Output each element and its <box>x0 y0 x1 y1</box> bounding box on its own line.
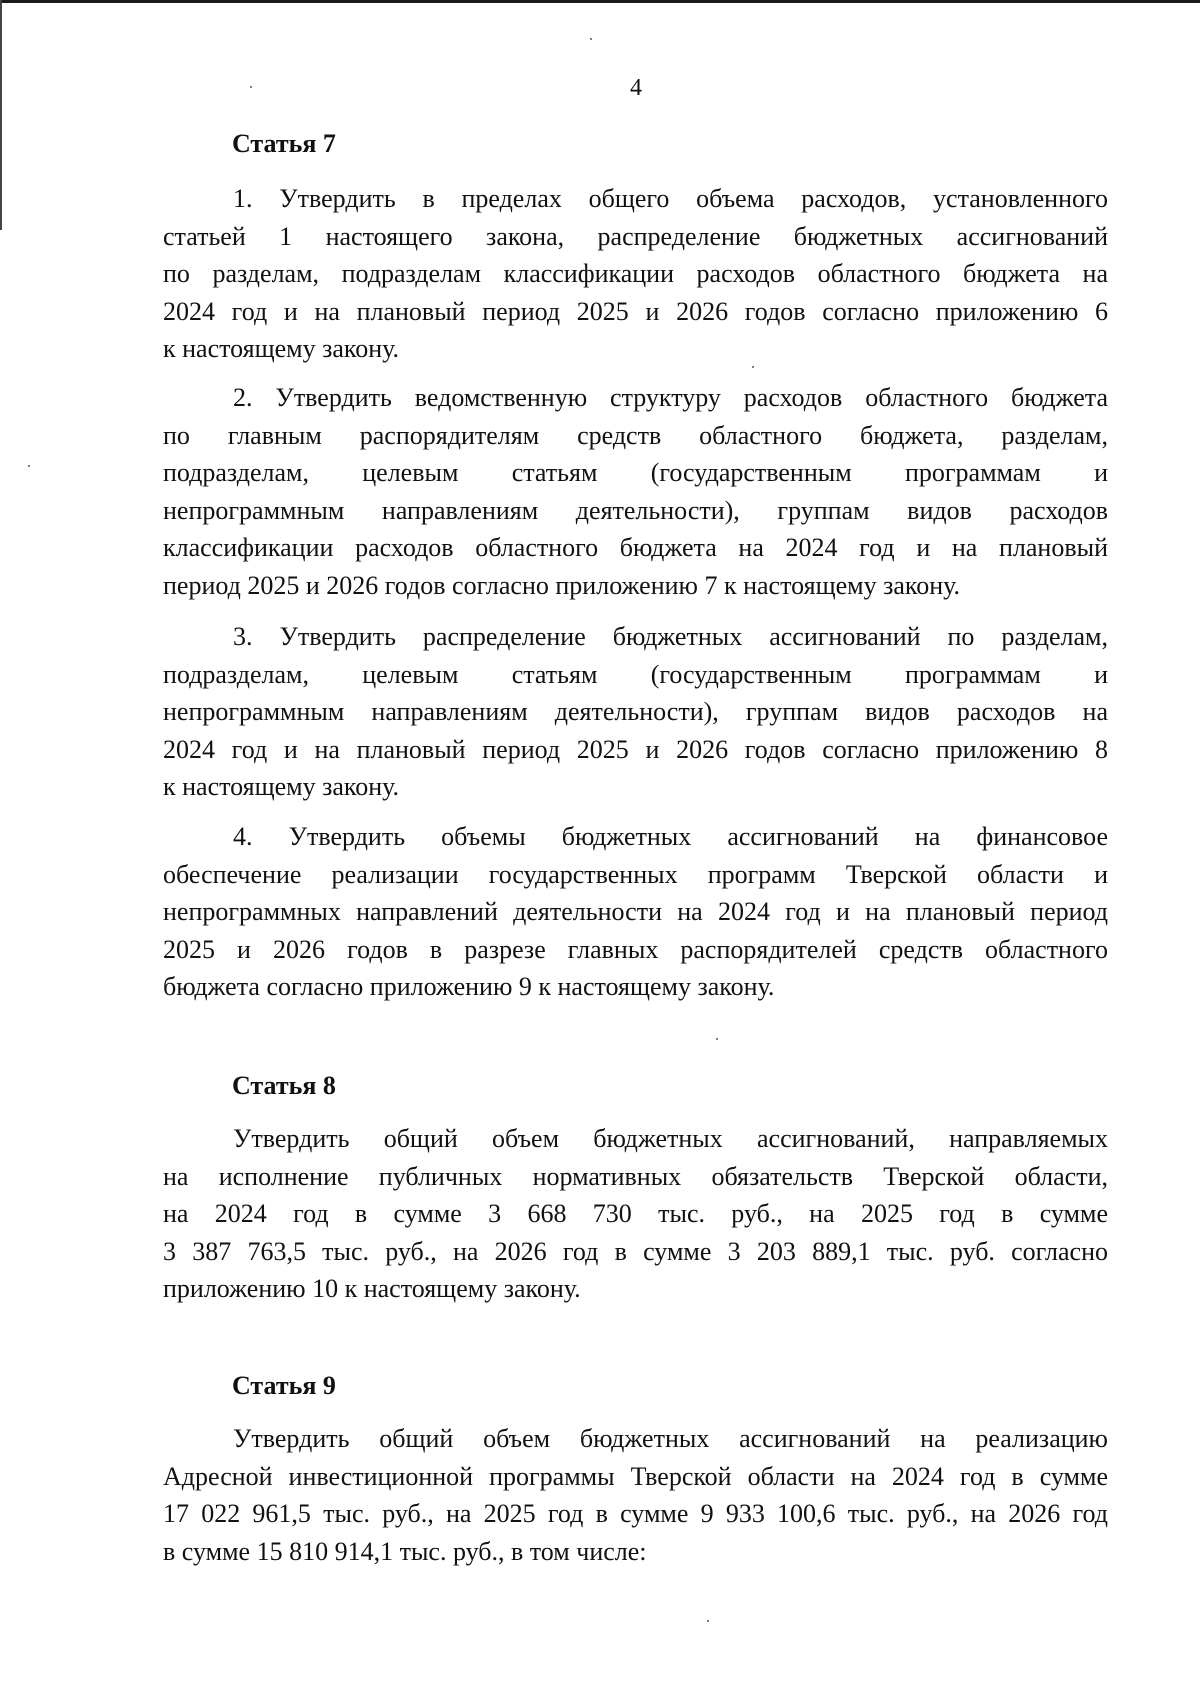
page-number: 4 <box>630 75 642 101</box>
text-line: Адресной инвестиционной программы Тверской области на 2024 год в сумме <box>163 1461 1108 1491</box>
article-8-heading: Статья 8 <box>232 1071 336 1100</box>
text-line: Утвердить общий объем бюджетных ассигнований на реализацию <box>233 1424 1108 1453</box>
text-line: на 2024 год в сумме 3 668 730 тыс. руб., на 2025 год в сумме <box>163 1199 1108 1228</box>
text-line: по главным распорядителям средств областного бюджета, разделам, <box>163 420 1108 450</box>
article-7-paragraph-4 <box>163 818 1108 1006</box>
article-8-paragraph-1 <box>163 1120 1108 1308</box>
text-line: 2025 и 2026 годов в разрезе главных распорядителей средств областного <box>163 934 1108 964</box>
text-line: непрограммным направлениям деятельности), группам видов расходов <box>163 495 1108 525</box>
scan-left-edge-mark <box>0 0 2 230</box>
text-line: 2024 год и на плановый период 2025 и 2026 годов согласно приложению 6 <box>163 296 1108 326</box>
text-line: по разделам, подразделам классификации расходов областного бюджета на <box>163 259 1108 288</box>
text-line: обеспечение реализации государственных программ Тверской области и <box>163 859 1108 889</box>
text-line: период 2025 и 2026 годов согласно приложению 7 к настоящему закону. <box>163 570 961 600</box>
text-line: в сумме 15 810 914,1 тыс. руб., в том числе: <box>163 1536 647 1566</box>
scan-speck <box>28 465 30 467</box>
scan-top-border <box>0 0 1200 3</box>
article-9-heading: Статья 9 <box>232 1371 336 1400</box>
text-line: на исполнение публичных нормативных обязательств Тверской области, <box>163 1161 1108 1191</box>
text-line: непрограммных направлений деятельности на 2024 год и на плановый период <box>163 897 1108 926</box>
text-line: 2. Утвердить ведомственную структуру расходов областного бюджета <box>233 383 1108 412</box>
text-line: классификации расходов областного бюджета на 2024 год и на плановый <box>163 533 1108 562</box>
scan-speck <box>716 1038 718 1040</box>
article-7-paragraph-1 <box>163 180 1108 368</box>
article-7-paragraph-3 <box>163 618 1108 806</box>
text-line: статьей 1 настоящего закона, распределение бюджетных ассигнований <box>163 221 1108 251</box>
text-line: подразделам, целевым статьям (государственным программам и <box>163 659 1108 689</box>
scan-speck <box>707 1620 709 1622</box>
article-7-heading: Статья 7 <box>232 129 336 158</box>
text-line: 1. Утвердить в пределах общего объема расходов, установленного <box>233 184 1108 213</box>
article-7-paragraph-2 <box>163 379 1108 604</box>
text-line: к настоящему закону. <box>163 334 400 363</box>
text-line: бюджета согласно приложению 9 к настоящему закону. <box>163 972 775 1001</box>
text-line: непрограммным направлениям деятельности), группам видов расходов на <box>163 697 1108 726</box>
article-9-paragraph-1 <box>163 1420 1108 1570</box>
text-line: 2024 год и на плановый период 2025 и 2026 годов согласно приложению 8 <box>163 734 1108 764</box>
text-line: подразделам, целевым статьям (государственным программам и <box>163 458 1108 487</box>
text-line: приложению 10 к настоящему закону. <box>163 1274 581 1303</box>
text-line: 4. Утвердить объемы бюджетных ассигнований на финансовое <box>233 822 1108 851</box>
text-line: к настоящему закону. <box>163 772 400 801</box>
text-line: 3. Утвердить распределение бюджетных ассигнований по разделам, <box>233 622 1108 651</box>
scan-speck <box>590 38 592 40</box>
text-line: Утвердить общий объем бюджетных ассигнований, направляемых <box>233 1124 1108 1153</box>
text-line: 17 022 961,5 тыс. руб., на 2025 год в сумме 9 933 100,6 тыс. руб., на 2026 год <box>163 1499 1108 1528</box>
text-line: 3 387 763,5 тыс. руб., на 2026 год в сумме 3 203 889,1 тыс. руб. согласно <box>163 1236 1108 1266</box>
